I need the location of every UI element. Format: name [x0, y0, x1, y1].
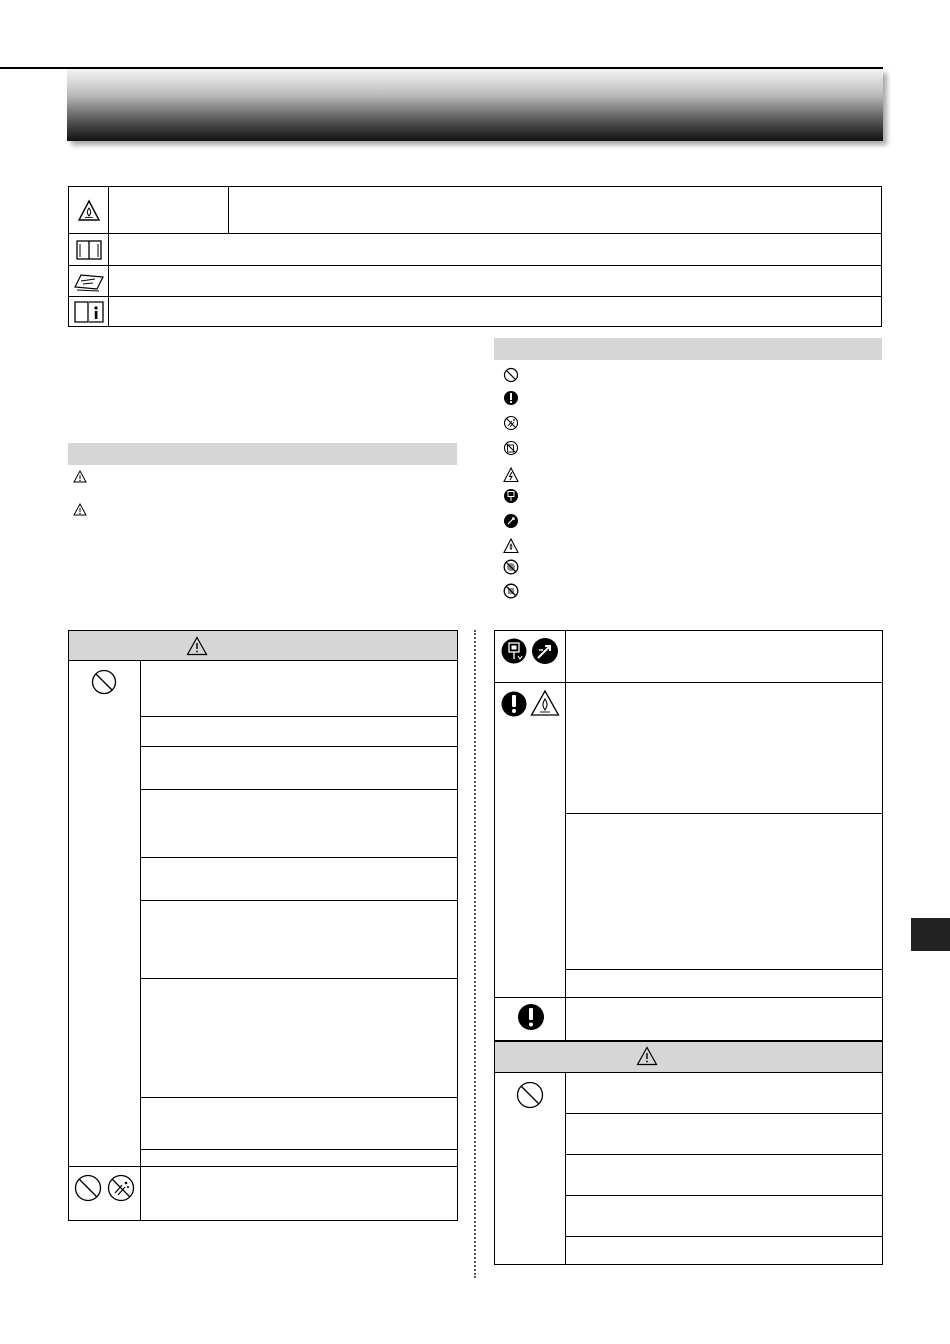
row-divider	[494, 997, 883, 998]
caution-header-right	[495, 1042, 882, 1072]
section-tab[interactable]	[911, 918, 950, 951]
caution-triangle-icon	[73, 503, 87, 521]
unplug-icon	[503, 488, 519, 504]
symbol-row-information	[69, 296, 881, 327]
row-divider	[141, 900, 458, 901]
section-header-right	[494, 338, 882, 360]
row-divider	[141, 857, 458, 858]
ground-icon	[531, 637, 559, 670]
row-divider	[494, 1072, 883, 1073]
symbol-row-divider	[228, 187, 229, 234]
mandatory-icon	[503, 390, 519, 406]
row-divider	[494, 682, 883, 683]
do-not-disassemble-icon	[503, 559, 519, 575]
warning-header-left	[69, 631, 457, 661]
row-divider	[566, 1236, 883, 1237]
symbol-row-flammable	[69, 187, 881, 234]
caution-box-right	[494, 1041, 883, 1265]
row-divider	[566, 1195, 883, 1196]
row-divider	[141, 978, 458, 979]
warning-box-left	[68, 630, 458, 1221]
column-divider-inner	[140, 660, 141, 1220]
row-divider	[68, 660, 458, 661]
no-wet-hands-icon	[107, 1174, 135, 1207]
section-header-left	[68, 443, 457, 465]
page-title-banner	[67, 69, 883, 141]
symbol-row-service-manual	[69, 265, 881, 297]
column-divider-inner	[565, 630, 566, 1041]
column-divider	[474, 630, 476, 1278]
caution-triangle-icon	[73, 470, 87, 488]
header-rule-left	[0, 68, 64, 69]
caution-triangle-icon	[186, 636, 208, 661]
no-wet-hands-icon	[503, 415, 519, 431]
row-divider	[141, 1097, 458, 1098]
row-divider	[566, 969, 883, 970]
symbol-row-manual	[69, 233, 881, 266]
manual-book-icon	[69, 234, 109, 266]
information-icon	[69, 297, 109, 327]
ground-icon	[503, 513, 519, 529]
electric-shock-icon	[503, 467, 519, 483]
fire-hazard-icon	[530, 689, 560, 722]
row-divider	[141, 1149, 458, 1150]
row-divider	[141, 716, 458, 717]
symbol-table	[68, 186, 882, 327]
prohibited-icon	[91, 669, 117, 700]
flammable-warning-icon	[69, 187, 109, 234]
row-divider	[68, 1166, 458, 1167]
prohibited-icon	[516, 1081, 544, 1114]
prohibited-icon	[74, 1174, 102, 1207]
caution-triangle-icon	[636, 1046, 658, 1071]
row-divider	[566, 1113, 883, 1114]
prohibited-icon	[503, 367, 519, 383]
no-water-icon	[503, 440, 519, 456]
row-divider	[566, 1154, 883, 1155]
mandatory-icon	[517, 1003, 545, 1036]
unplug-icon	[501, 637, 527, 670]
row-divider	[141, 746, 458, 747]
mandatory-icon	[501, 690, 527, 723]
do-not-touch-icon	[503, 583, 519, 599]
row-divider	[141, 789, 458, 790]
fire-hazard-icon	[503, 538, 519, 554]
row-divider	[566, 813, 883, 814]
service-manual-icon	[69, 266, 109, 297]
